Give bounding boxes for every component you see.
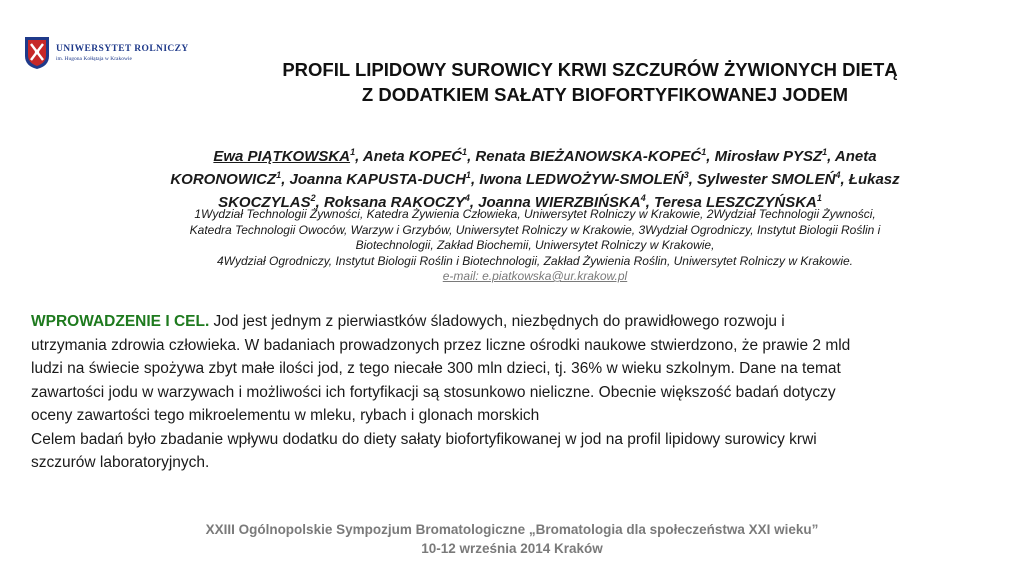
email-link[interactable]: e-mail: e.piatkowska@ur.krakow.pl	[442, 269, 628, 283]
author-names: SKOCZYLAS	[218, 194, 311, 211]
affiliation-line: 1Wydział Technologii Żywności, Katedra Żywienia Człowieka, Uniwersytet Rolniczy w Krakowie, 2Wydział Technologii Żywności,	[194, 207, 876, 221]
intro-line: utrzymania zdrowia człowieka. W badaniach prowadzonych przez liczne ośrodki naukowe stwierdzono, że prawie 2 mld	[31, 336, 851, 354]
affiliation-number: 1	[816, 193, 822, 203]
title-line-1: PROFIL LIPIDOWY SUROWICY KRWI SZCZURÓW ŻYWIONYCH DIETĄ	[282, 59, 898, 80]
page-title	[150, 57, 1024, 107]
affiliation-number: 4	[835, 170, 841, 180]
title-line-2: Z DODATKIEM SAŁATY BIOFORTYFIKOWANEJ JODEM	[361, 84, 849, 105]
author-names: , Joanna WIERZBIŃSKA	[469, 194, 641, 211]
author-names: , Sylwester SMOLEŃ	[688, 171, 836, 188]
affiliation-number: 1	[822, 147, 828, 157]
intro-line: Celem badań było zbadanie wpływu dodatku do diety sałaty biofortyfikowanej w jod na profil lipidowy surowicy krwi	[31, 430, 817, 448]
logo-name: UNIWERSYTET ROLNICZY	[56, 43, 189, 54]
intro-line	[31, 310, 1006, 334]
author-names: KORONOWICZ	[170, 171, 277, 188]
affiliations	[90, 207, 980, 285]
affiliation-number: 1	[462, 147, 468, 157]
affiliation-number: 1	[465, 170, 471, 180]
affiliation-number: 1	[701, 147, 707, 157]
section-heading: WPROWADZENIE I CEL.	[31, 313, 210, 330]
author-names: , Aneta KOPEĆ	[355, 148, 463, 165]
affiliation-number: 1	[276, 170, 282, 180]
authors-line-1	[90, 143, 950, 166]
affiliation-line: Biotechnologii, Zakład Biochemii, Uniwersytet Rolniczy w Krakowie,	[355, 238, 715, 252]
affiliation-number: 4	[640, 193, 646, 203]
author-names: , Teresa LESZCZYŃSKA	[645, 194, 817, 211]
introduction-section	[31, 310, 1006, 475]
footer-line-1: XXIII Ogólnopolskie Sympozjum Bromatologiczne „Bromatologia dla społeczeństwa XXI wieku”	[205, 522, 819, 537]
intro-line: ludzi na świecie spożywa zbyt małe ilości jod, z tego niecałe 300 mln dzieci, tj. 36% w wieku szkolnym. Dane na temat	[31, 360, 841, 377]
intro-line: zawartości jodu w warzywach i możliwości ich fortyfikacji są stosunkowo nieliczne. Obecnie większość badań dotyczy	[31, 383, 836, 401]
affiliation-line: 4Wydział Ogrodniczy, Instytut Biologii Roślin i Biotechnologii, Zakład Żywienia Roślin, Uniwersytet Rolniczy w Krakowie.	[216, 253, 854, 268]
affiliation-number: 3	[683, 170, 689, 180]
logo-subtitle: im. Hugona Kołłątaja w Krakowie	[56, 56, 132, 63]
author-names: , Łukasz	[840, 171, 900, 188]
affiliation-number: 2	[310, 193, 316, 203]
author-names: , Joanna KAPUSTA-DUCH	[281, 171, 466, 188]
affiliation-number: 1	[350, 147, 356, 157]
authors-list	[90, 143, 950, 212]
author-names: , Aneta	[827, 148, 877, 165]
authors-line-2	[90, 166, 950, 189]
author-names: , Roksana RAKOCZY	[315, 194, 465, 211]
author-name: Ewa PIĄTKOWSKA	[213, 148, 351, 165]
footer-line-2: 10-12 września 2014 Kraków	[421, 541, 603, 556]
conference-footer	[0, 520, 1024, 558]
intro-text: Jod jest jednym z pierwiastków śladowych, niezbędnych do prawidłowego rozwoju i	[209, 313, 785, 330]
intro-line: szczurów laboratoryjnych.	[31, 454, 210, 471]
author-names: , Iwona LEDWOŻYW-SMOLEŃ	[470, 171, 684, 188]
crest-icon	[24, 36, 50, 70]
affiliation-number: 4	[464, 193, 470, 203]
author-names: , Renata BIEŻANOWSKA-KOPEĆ	[467, 148, 702, 165]
intro-line: oceny zawartości tego mikroelementu w mleku, rybach i glonach morskich	[31, 407, 540, 424]
author-names: , Mirosław PYSZ	[706, 148, 823, 165]
affiliation-line: Katedra Technologii Owoców, Warzyw i Grzybów, Uniwersytet Rolniczy w Krakowie, 3Wydział Ogrodniczy, Instytut Biologii Roślin i	[189, 222, 881, 237]
